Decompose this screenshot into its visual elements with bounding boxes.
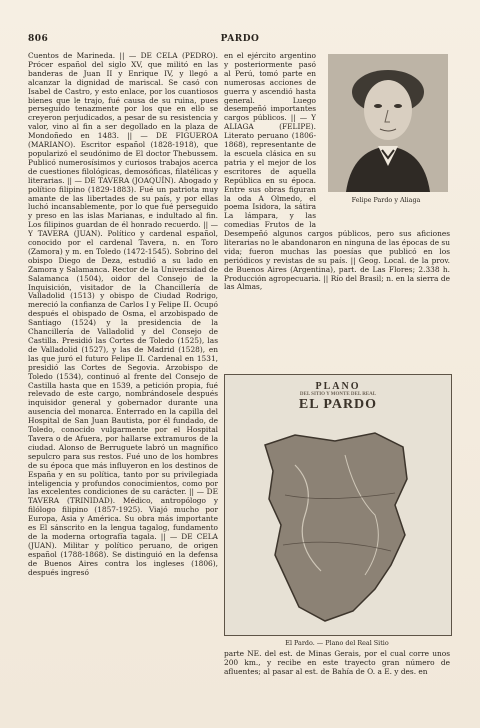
portrait-engraving — [328, 54, 448, 192]
map-title — [225, 381, 451, 413]
map-title-line2: DEL SITIO Y MONTE DEL REAL — [299, 392, 377, 397]
bottom-right-column-text: parte NE. del est. de Minas Gerais, por el cual corre unos 200 km., y recibe en este trayecto gran número de afluentes; al pasar al est. de Bahía de O. a E. y des. en — [224, 650, 450, 676]
map-title-line3: EL PARDO — [298, 397, 378, 412]
map-title-line1: PLANO — [315, 381, 361, 392]
right-top-column-text: en el ejército argentino y posteriormente pasó al Perú, tomó parte en numerosas acciones de guerra y ascendió hasta general. Luego desempeñó importantes cargos públicos. || — Y ALIAGA (FELIPE). Literato peruano (1806-1868), representante de la escuela clásica en su patria y el mejor de los escritores de aquella República en su época. Entre sus obras figuran la oda A Olmedo, el poema Isidora, la sátira La lámpara, y las comedias Frutos de la — [224, 52, 316, 230]
portrait-figure — [322, 54, 450, 204]
page-number: 806 — [28, 34, 49, 44]
map-figure — [224, 374, 452, 636]
portrait-image — [328, 54, 448, 192]
right-mid-column-text: Desempeñó algunos cargos públicos, pero sus aficiones literarias no le abandonaron en ninguna de las épocas de su vida; fueron muchas las poesías que publicó en los periódicos y revistas de su país. || Geog. Local. de la prov. de Buenos Aires (Argentina), part. de Las Flores; 2.338 h. Producción agropecuaria. || Río del Brasil; n. en la sierra de las Almas, — [224, 230, 450, 292]
left-column-text: Cuentos de Marineda. || — DE CELA (PEDRO). Prócer español del siglo XV, que militó en las banderas de Juan II y Enrique IV, y llegó a alcanzar la dignidad de mariscal. Se casó con Isabel de Castro, y esto enlace, por los cuantiosos bienes que le trajo, fué causa de su ruina, pues perseguido tenazmente por los que en ello se creyeron perjudicados, a pesar de su resistencia y valor, vino al fin a ser degollado en la plaza de Mondoñedo en 1483. || — DE FIGUEROA (MARIANO). Escritor español (1828-1918), que popularizó el seudónimo de El doctor Thebussem. Publicó numerosísimos y curiosos trabajos acerca de cuestiones filológicas, demosóficas, filatélicas y literarias. || — DE TAVERA (JOAQUÍN). Abogado y político filipino (1829-1883). Fué un patriota muy amante de las libertades de su país, y por ellas luchó incansablemente, por lo que fué perseguido y preso en las islas Marianas, e indultado al fin. Los filipinos guardan de él honrado recuerdo. || — Y TAVERA (JUAN). Político y cardenal español, conocido por el cardenal Tavera, n. en Toro (Zamora) y m. en Toledo (1472-1545). Sobrino del obispo Diego de Deza, estudió a su lado en Zamora y Salamanca. Rector de la Universidad de Salamanca (1504), oidor del Consejo de la Inquisición, visitador de la Chancillería de Valladolid (1513) y obispo de Ciudad Rodrigo, mereció la confianza de Carlos I y Felipe II. Ocupó después el obispado de Osma, el arzobispado de Santiago (1524) y la presidencia de la Chancillería de Valladolid y del Consejo de Castilla. Presidió las Cortes de Toledo (1525), las de Valladolid (1527), y las de Madrid (1528), en las que juró el futuro Felipe II. Cardenal en 1531, presidió las Cortes de Segovia. Arzobispo de Toledo (1534), continuó al frente del Consejo de Castilla hasta que en 1539, a petición propia, fué relevado de este cargo, nombrándosele después inquisidor general y gobernador durante una ausencia del monarca. Enterrado en la capilla del Hospital de San Juan Bautista, por él fundado, de Toledo, conocido vulgarmente por el Hospital Tavera o de Afuera, por hallarse extramuros de la ciudad. Alonso de Berruguete labró un magnífico sepulcro para sus restos. Fué uno de los hombres de su época que más influyeron en los destinos de España y en su política, tanto por su privilegiada inteligencia y profundos conocimientos, como por las excelentes condiciones de su carácter. || — DE TAVERA (TRINIDAD). Médico, antropólogo y filólogo filipino (1857-1925). Viajó mucho por Europa, Asia y América. Su obra más importante es El sánscrito en la lengua tagalog, fundamento de la moderna ortografía tagala. || — DE CELA (JUAN). Militar y político peruano, de origen español (1788-1868). Se distinguió en la defensa de Buenos Aires contra los ingleses (1806), después ingresó — [28, 52, 218, 577]
running-head: PARDO — [220, 34, 260, 44]
page-header — [28, 34, 452, 48]
map-caption: El Pardo. — Plano del Real Sitio — [285, 639, 389, 647]
map-drawing — [225, 375, 451, 635]
portrait-caption: Felipe Pardo y Aliaga — [351, 196, 421, 204]
